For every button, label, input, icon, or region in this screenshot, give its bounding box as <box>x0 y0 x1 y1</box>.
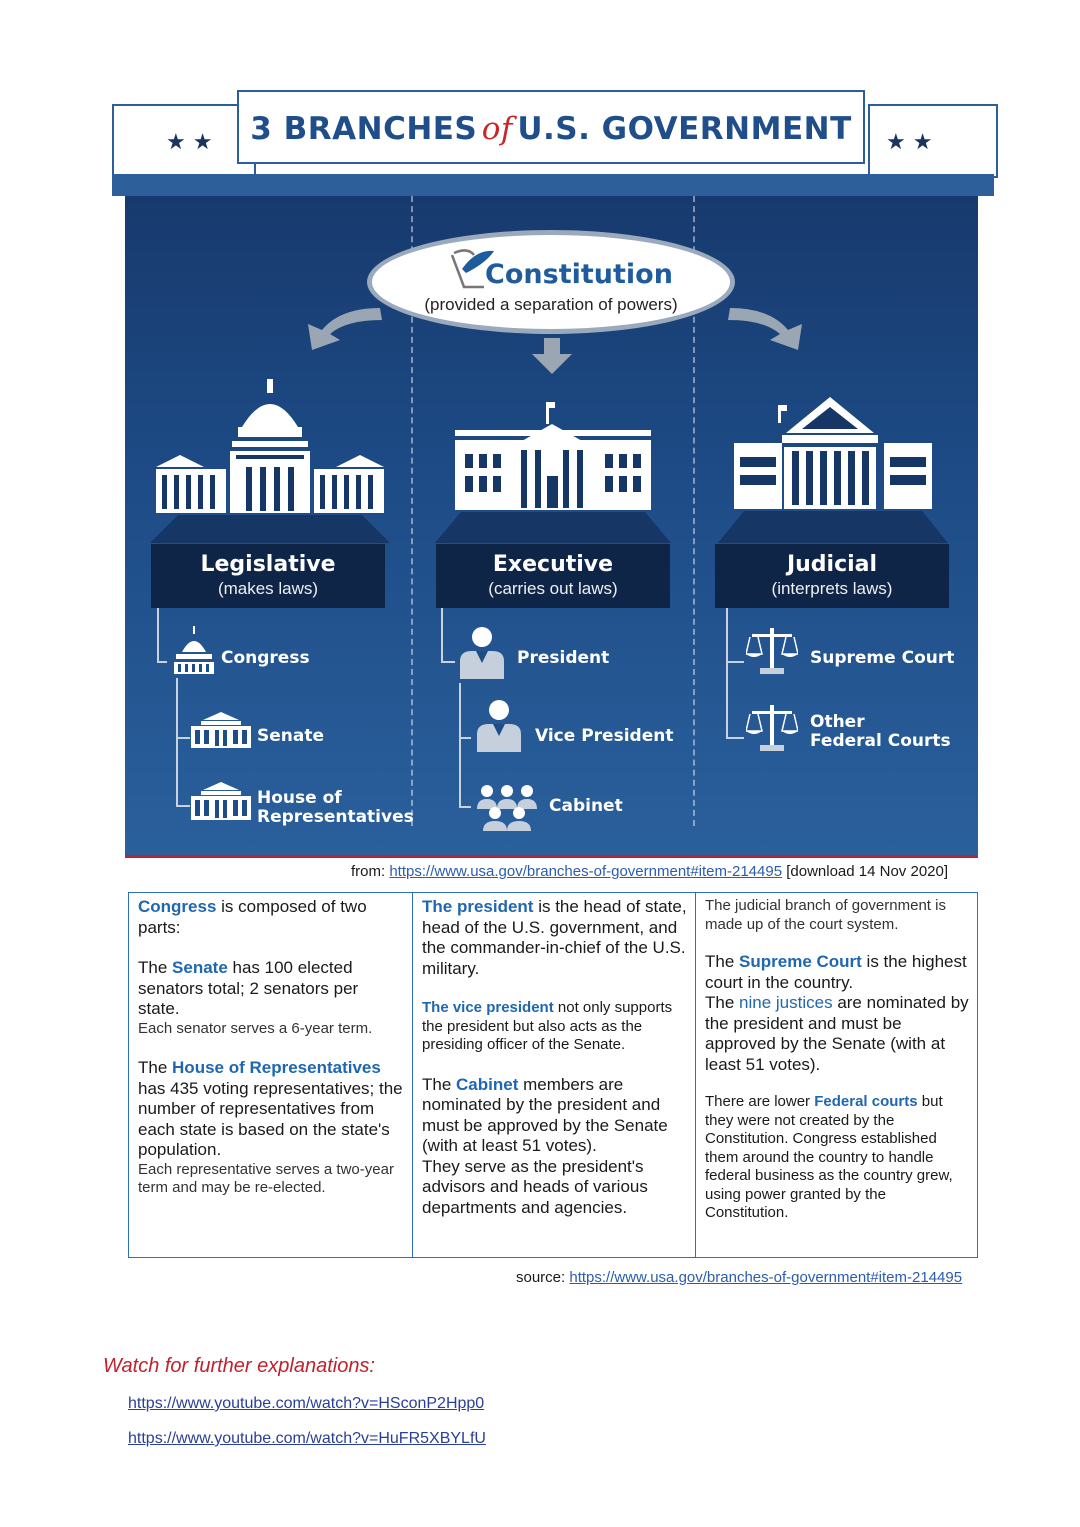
title-part-1: 3 BRANCHES <box>250 111 478 147</box>
tree-tick <box>176 737 190 739</box>
item-other-line2: Federal Courts <box>810 731 951 751</box>
text: has 435 voting representatives; the number of representatives from each state is based on the state's population. <box>138 1078 403 1159</box>
arrow-down-icon <box>532 338 572 374</box>
cabinet-group-icon <box>473 783 541 831</box>
image-credit <box>351 863 948 880</box>
capitol-building-icon <box>150 375 390 545</box>
constitution-subtitle: (provided a separation of powers) <box>424 295 678 314</box>
item-house <box>257 789 414 827</box>
branch-title: Judicial <box>786 552 878 577</box>
item-other-federal-courts <box>810 713 951 751</box>
branch-legislative <box>151 544 385 608</box>
info-col-judicial <box>695 893 979 1257</box>
judicial-intro: The judicial branch of government is made up of the court system. <box>705 897 946 933</box>
arrow-right-icon <box>728 308 802 350</box>
source-link[interactable]: https://www.usa.gov/branches-of-government#item-214495 <box>569 1269 963 1286</box>
text: but they were not created by the Constitution. Congress established them around the country to handle federal business as the country grew, using power granted by the Constitution. <box>705 1093 953 1221</box>
cabinet-role: They serve as the president's advisors and heads of various departments and agencies. <box>422 1156 648 1217</box>
white-house-icon <box>435 400 671 545</box>
item-supreme-court: Supreme Court <box>810 648 955 668</box>
tree-line <box>459 683 461 807</box>
source-credit <box>516 1269 962 1286</box>
president-person-icon <box>458 625 506 679</box>
star-icon: ★ ★ <box>166 130 213 155</box>
text: The <box>138 958 173 977</box>
credit-link[interactable]: https://www.usa.gov/branches-of-government#item-214495 <box>389 863 783 880</box>
text: not only supports the president but also acts as the presiding officer of the Senate. <box>422 999 673 1053</box>
star-icon: ★ ★ <box>886 130 933 155</box>
congress-icon <box>172 626 216 678</box>
branch-subtitle: (carries out laws) <box>488 579 618 598</box>
text: The <box>705 952 740 971</box>
youtube-link-1[interactable]: https://www.youtube.com/watch?v=HSconP2Hpp0 <box>128 1395 485 1412</box>
tree-tick <box>459 737 471 739</box>
supreme-court-icon <box>718 395 948 545</box>
constitution-oval <box>367 230 735 334</box>
branch-judicial <box>715 544 949 608</box>
text: is composed of two parts: <box>138 897 367 937</box>
text: is the head of state, head of the U.S. government, and the commander-in-chief of the U.S. military. <box>422 897 687 978</box>
item-other-line1: Other <box>810 712 865 732</box>
constitution-title: Constitution <box>485 259 673 290</box>
branch-title: Executive <box>492 552 614 577</box>
text: are nominated by the president and must be approved by the Senate (with at least 51 votes). <box>705 993 969 1074</box>
house-term: Each representative serves a two-year term and may be re-elected. <box>138 1160 394 1196</box>
hl-federal-courts: Federal courts <box>814 1093 918 1110</box>
tree-tick <box>726 661 744 663</box>
tree-tick <box>157 661 167 663</box>
branch-subtitle: (makes laws) <box>217 579 319 598</box>
roof-band <box>112 174 994 196</box>
item-president: President <box>517 648 610 668</box>
hl-senate: Senate <box>172 958 228 977</box>
house-building-icon <box>191 782 251 822</box>
branch-title: Legislative <box>200 552 336 577</box>
text: There are lower <box>705 1093 815 1110</box>
arrow-left-icon <box>308 308 382 350</box>
panel-bottom-line <box>125 855 978 858</box>
tree-tick <box>176 805 190 807</box>
text: is the highest court in the country. <box>705 952 967 992</box>
hl-nine-justices: nine justices <box>739 993 833 1012</box>
senate-term: Each senator serves a 6-year term. <box>138 1019 373 1037</box>
tree-line <box>176 678 178 806</box>
tree-line <box>726 608 728 738</box>
credit-prefix: from: <box>351 863 390 880</box>
hl-president: The president <box>422 897 534 916</box>
tree-line <box>441 608 443 662</box>
banner-left-wing <box>112 104 256 178</box>
scales-of-justice-icon <box>746 703 798 753</box>
hl-supreme-court: Supreme Court <box>739 952 862 971</box>
vice-president-person-icon <box>475 698 523 752</box>
item-cabinet: Cabinet <box>549 796 623 816</box>
hl-vice-president: The vice president <box>422 999 554 1016</box>
scales-of-justice-icon <box>746 626 798 676</box>
youtube-link-2[interactable]: https://www.youtube.com/watch?v=HuFR5XBYLfU <box>128 1430 486 1447</box>
item-house-line1: House of <box>257 788 342 808</box>
hl-congress: Congress <box>138 897 217 916</box>
text: members are nominated by the president and must be approved by the Senate (with at least 51 votes). <box>422 1074 668 1155</box>
text: has 100 elected senators total; 2 senators per state. <box>138 958 359 1018</box>
branch-executive <box>436 544 670 608</box>
hl-house: House of Representatives <box>172 1058 381 1077</box>
text: The <box>705 993 740 1012</box>
credit-suffix: [download 14 Nov 2020] <box>782 863 949 880</box>
source-prefix: source: <box>516 1269 570 1286</box>
info-table <box>128 892 978 1258</box>
title-of: of <box>481 111 513 147</box>
info-col-executive <box>412 893 696 1257</box>
watch-heading: Watch for further explanations: <box>103 1355 375 1377</box>
title-part-2: U.S. GOVERNMENT <box>517 111 852 147</box>
banner-right-wing <box>868 104 998 178</box>
item-congress: Congress <box>221 648 310 668</box>
page-title <box>237 90 865 164</box>
item-vice-president: Vice President <box>535 726 674 746</box>
senate-building-icon <box>191 712 251 750</box>
text: The <box>422 1074 457 1094</box>
tree-line <box>157 608 159 662</box>
hl-cabinet: Cabinet <box>456 1074 519 1094</box>
branch-subtitle: (interprets laws) <box>771 579 893 598</box>
tree-tick <box>459 806 471 808</box>
item-house-line2: Representatives <box>257 807 414 827</box>
item-senate: Senate <box>257 726 325 746</box>
tree-tick <box>726 737 744 739</box>
tree-tick <box>441 661 455 663</box>
text: The <box>138 1058 173 1077</box>
info-col-legislative <box>129 893 413 1257</box>
